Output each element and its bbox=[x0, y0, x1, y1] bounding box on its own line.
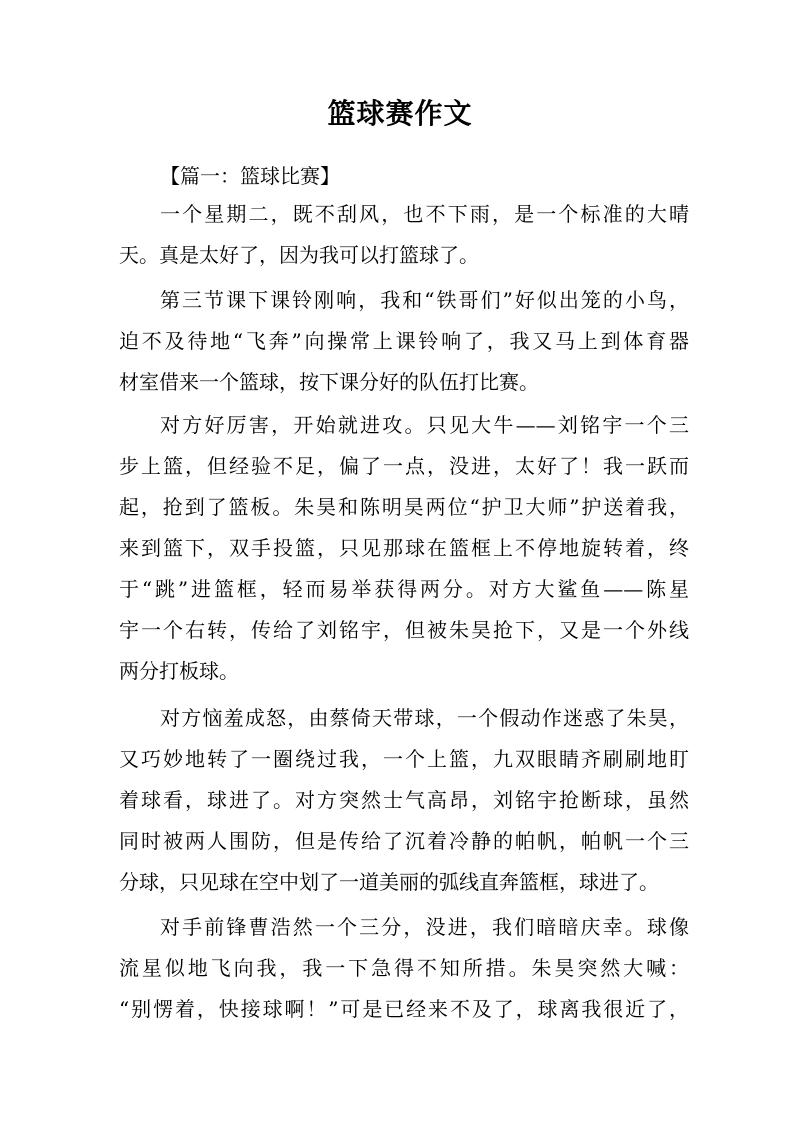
paragraph-line: 对手前锋曹浩然一个三分，没进，我们暗暗庆幸。球像 bbox=[160, 915, 689, 939]
paragraph-5 bbox=[119, 907, 689, 1030]
paragraph-line: 流星似地飞向我，我一下急得不知所措。朱昊突然大喊： bbox=[119, 956, 689, 980]
document-title: 篮球赛作文 bbox=[327, 97, 473, 130]
paragraph-line: 对方好厉害，开始就进攻。只见大牛——刘铭宇一个三 bbox=[160, 413, 689, 437]
paragraph-line: 又巧妙地转了一圈绕过我，一个上篮，九双眼睛齐刷刷地盯 bbox=[119, 747, 689, 771]
paragraph-line: 第三节课下课铃刚响，我和“铁哥们”好似出笼的小鸟， bbox=[160, 288, 689, 312]
paragraph-line: 宇一个右转，传给了刘铭宇，但被朱昊抢下，又是一个外线 bbox=[119, 618, 689, 642]
paragraph-line: 于“跳”进篮框，轻而易举获得两分。对方大鲨鱼——陈星 bbox=[119, 577, 689, 601]
paragraph-line: 来到篮下，双手投篮，只见那球在篮框上不停地旋转着，终 bbox=[119, 536, 689, 560]
paragraph-3 bbox=[119, 405, 689, 692]
paragraph-2 bbox=[119, 280, 689, 403]
paragraph-4 bbox=[119, 698, 689, 903]
paragraph-line: 两分打板球。 bbox=[119, 659, 239, 683]
paragraph-line: 材室借来一个篮球，按下课分好的队伍打比赛。 bbox=[119, 370, 539, 394]
paragraph-line: 起，抢到了篮板。朱昊和陈明昊两位“护卫大师”护送着我， bbox=[119, 495, 689, 519]
paragraph-line: 一个星期二，既不刮风，也不下雨，是一个标准的大晴 bbox=[160, 202, 689, 226]
paragraph-1 bbox=[119, 194, 689, 276]
section-heading: 【篇一：篮球比赛】 bbox=[160, 164, 340, 188]
paragraph-line: 天。真是太好了，因为我可以打篮球了。 bbox=[119, 243, 479, 267]
paragraph-line: 步上篮，但经验不足，偏了一点，没进，太好了！我一跃而 bbox=[119, 454, 689, 478]
paragraph-line: 迫不及待地“飞奔”向操常上课铃响了，我又马上到体育器 bbox=[119, 329, 689, 353]
paragraph-line: 同时被两人围防，但是传给了沉着冷静的帕帆，帕帆一个三 bbox=[119, 829, 689, 853]
paragraph-line: 对方恼羞成怒，由蔡倚天带球，一个假动作迷惑了朱昊， bbox=[160, 706, 689, 730]
paragraph-line: 分球，只见球在空中划了一道美丽的弧线直奔篮框，球进了。 bbox=[119, 870, 659, 894]
paragraph-line: 着球看，球进了。对方突然士气高昂，刘铭宇抢断球，虽然 bbox=[119, 788, 689, 812]
paragraph-line: “别愣着，快接球啊！”可是已经来不及了，球离我很近了， bbox=[119, 997, 689, 1021]
